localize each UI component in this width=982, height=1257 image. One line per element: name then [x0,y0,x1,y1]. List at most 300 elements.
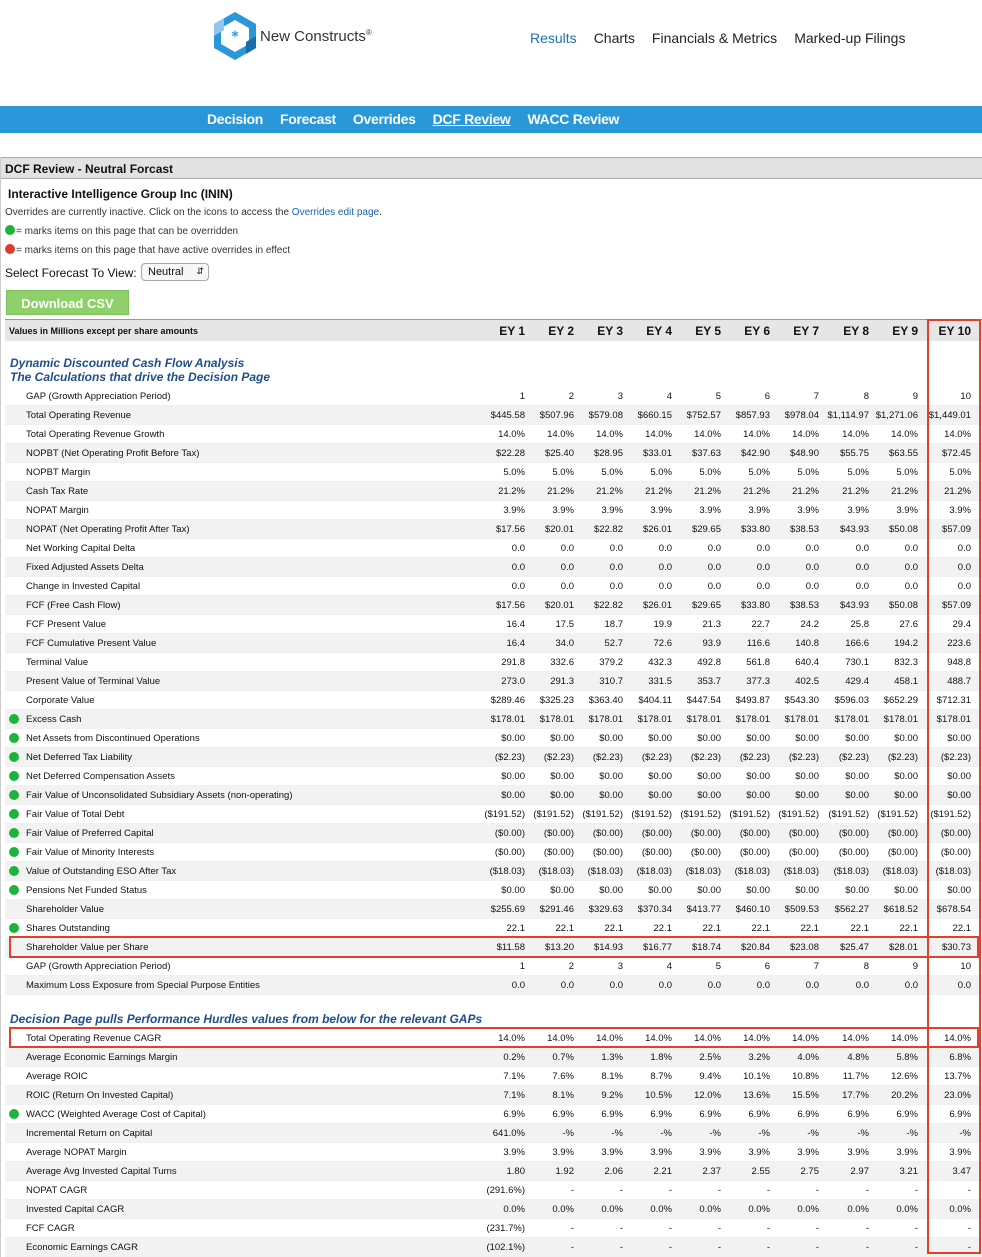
table-cell: - [570,1242,574,1253]
table-row [5,862,982,881]
table-cell: $0.00 [550,771,574,782]
table-cell: 14.0% [694,1033,721,1044]
table-cell: 25.8 [850,619,869,630]
active-override-icon [5,244,15,254]
table-cell: ($0.00) [592,828,623,839]
table-row [5,1048,982,1067]
table-cell: 1.92 [555,1166,574,1177]
table-cell: $33.80 [740,524,770,535]
table-cell: ($18.03) [734,866,770,877]
table-cell: $678.54 [936,904,971,915]
table-cell: 22.1 [555,923,574,934]
forecast-select[interactable]: Neutral ⇵ [141,263,209,281]
tab-forecast[interactable]: Forecast [279,111,336,127]
table-cell: $0.00 [894,790,918,801]
table-cell: 3.9% [650,1147,672,1158]
table-cell: 3.9% [699,505,721,516]
table-cell: - [967,1223,971,1234]
table-cell: $329.63 [588,904,623,915]
table-cell: 5.0% [552,467,574,478]
table-row [5,919,982,938]
row-label: Average NOPAT Margin [26,1147,127,1158]
table-cell: 3.9% [503,1147,525,1158]
nav-charts[interactable]: Charts [593,30,635,46]
override-available-icon[interactable] [9,714,19,724]
new-constructs-logo-icon[interactable] [210,10,260,62]
table-cell: 8 [863,391,869,402]
table-cell: 640.4 [795,657,819,668]
tab-overrides[interactable]: Overrides [352,111,416,127]
table-cell: ($191.52) [680,809,721,820]
table-cell: $978.04 [784,410,819,421]
table-cell: $0.00 [599,790,623,801]
table-cell: ($0.00) [739,847,770,858]
table-cell: $28.01 [888,942,918,953]
table-cell: 0.0 [855,581,869,592]
table-cell: 458.1 [894,676,918,687]
override-available-icon[interactable] [9,885,19,895]
table-cell: 488.7 [947,676,971,687]
table-cell: ($191.52) [484,809,525,820]
table-cell: 0.0 [609,980,623,991]
row-label: Net Working Capital Delta [26,543,136,554]
table-cell: 3.9% [552,505,574,516]
table-cell: $50.08 [888,524,918,535]
table-cell: 21.2% [498,486,525,497]
table-cell: 9.2% [601,1090,623,1101]
row-label: Excess Cash [26,714,82,725]
table-cell: 2.55 [751,1166,770,1177]
table-cell: 0.0 [855,543,869,554]
table-cell: $660.15 [637,410,672,421]
table-cell: $0.00 [845,790,869,801]
table-cell: 21.2% [694,486,721,497]
table-cell: $0.00 [746,771,770,782]
table-cell: $178.01 [490,714,525,725]
override-available-icon[interactable] [9,752,19,762]
table-cell: $0.00 [697,885,721,896]
table-cell: 14.0% [944,1033,971,1044]
table-cell: 7.1% [503,1071,525,1082]
table-cell: $507.96 [539,410,574,421]
table-cell: 0.0% [503,1204,525,1215]
year-header: EY 10 [938,324,971,338]
table-cell: $63.55 [888,448,918,459]
table-cell: 432.3 [648,657,672,668]
table-cell: $0.00 [746,790,770,801]
table-cell: $255.69 [490,904,525,915]
table-cell: $18.74 [691,942,721,953]
table-cell: $0.00 [550,790,574,801]
table-cell: (291.6%) [486,1185,525,1196]
row-label: Fair Value of Minority Interests [26,847,155,858]
table-cell: (231.7%) [486,1223,525,1234]
table-cell: ($2.23) [940,752,971,763]
table-cell: ($2.23) [641,752,672,763]
override-available-icon[interactable] [9,866,19,876]
table-cell: 12.6% [891,1071,918,1082]
row-label: GAP (Growth Appreciation Period) [26,961,171,972]
table-cell: -% [959,1128,971,1139]
units-label: Values in Millions except per share amounts [9,326,199,336]
table-cell: $0.00 [795,733,819,744]
table-cell: 22.1 [604,923,623,934]
table-cell: 9.4% [699,1071,721,1082]
table-cell: $0.00 [947,885,971,896]
table-row [5,672,982,691]
table-cell: 5.0% [601,467,623,478]
row-label: ROIC (Return On Invested Capital) [26,1090,174,1101]
override-available-icon[interactable] [9,809,19,819]
table-cell: 1 [519,961,525,972]
table-row [5,1029,982,1048]
table-row [5,425,982,444]
table-cell: $16.77 [642,942,672,953]
table-cell: 5.0% [847,467,869,478]
row-label: Average Avg Invested Capital Turns [26,1166,177,1177]
row-label: FCF Present Value [26,619,107,630]
table-cell: $289.46 [490,695,525,706]
table-cell: 21.2% [792,486,819,497]
table-cell: 6.8% [949,1052,971,1063]
table-cell: $0.00 [746,885,770,896]
table-cell: 116.6 [746,638,770,649]
nav-results[interactable]: Results [530,30,577,46]
table-row [5,881,982,900]
table-cell: 11.7% [842,1071,869,1082]
table-cell: 0.0 [560,543,574,554]
override-available-icon[interactable] [9,771,19,781]
table-cell: 22.1 [506,923,525,934]
table-cell: -% [709,1128,721,1139]
table-cell: 6.9% [748,1109,770,1120]
table-cell: 20.2% [891,1090,918,1101]
table-cell: 3.2% [748,1052,770,1063]
table-cell: $543.30 [784,695,819,706]
table-cell: $37.63 [691,448,721,459]
table-cell: 10.1% [743,1071,770,1082]
table-cell: 7 [813,961,819,972]
table-cell: -% [611,1128,623,1139]
table-cell: ($0.00) [690,828,721,839]
table-cell: 14.0% [792,1033,819,1044]
table-cell: -% [807,1128,819,1139]
table-cell: $0.00 [599,771,623,782]
table-cell: 6.9% [650,1109,672,1120]
year-header: EY 5 [695,324,721,338]
table-cell: ($191.52) [631,809,672,820]
table-cell: 0.0% [699,1204,721,1215]
table-cell: $29.65 [691,524,721,535]
table-cell: $178.01 [637,714,672,725]
table-cell: 6.9% [552,1109,574,1120]
table-cell: - [668,1185,672,1196]
table-row [5,900,982,919]
table-cell: $11.58 [496,942,525,953]
table-cell: ($191.52) [930,809,971,820]
table-cell: 3.9% [601,1147,623,1158]
row-label: Net Deferred Compensation Assets [26,771,175,782]
table-cell: 14.0% [498,429,525,440]
table-cell: 12.0% [694,1090,721,1101]
table-cell: $712.31 [936,695,971,706]
table-cell: 22.1 [702,923,721,934]
table-cell: 0.0 [511,581,525,592]
table-cell: $445.58 [490,410,525,421]
table-cell: $178.01 [834,714,869,725]
table-cell: 3.9% [896,505,918,516]
tab-wacc-review[interactable]: WACC Review [527,111,620,127]
override-available-icon[interactable] [9,847,19,857]
override-available-icon[interactable] [9,923,19,933]
table-row [5,1200,982,1219]
table-cell: $0.00 [648,790,672,801]
table-cell: -% [660,1128,672,1139]
row-label: Average Economic Earnings Margin [26,1052,178,1063]
table-cell: $0.00 [648,733,672,744]
table-cell: ($0.00) [887,847,918,858]
table-cell: 0.0 [904,543,918,554]
table-row [5,444,982,463]
table-cell: $33.01 [642,448,672,459]
nav-financials-metrics[interactable]: Financials & Metrics [651,30,778,46]
table-cell: - [717,1242,721,1253]
table-cell: ($0.00) [543,847,574,858]
table-cell: $28.95 [593,448,623,459]
table-cell: ($18.03) [538,866,574,877]
table-cell: $42.90 [740,448,770,459]
tab-decision[interactable]: Decision [207,111,263,127]
table-row [5,824,982,843]
table-cell: 331.5 [648,676,672,687]
table-cell: 17.7% [842,1090,869,1101]
download-csv-button[interactable]: Download CSV [6,290,129,315]
table-row [5,1181,982,1200]
table-cell: 223.6 [947,638,971,649]
table-cell: $0.00 [550,733,574,744]
table-cell: 0.0% [748,1204,770,1215]
table-cell: 8.7% [650,1071,672,1082]
table-cell: $404.11 [638,695,672,706]
table-cell: $72.45 [941,448,971,459]
row-label: Total Operating Revenue [26,410,132,421]
table-cell: 21.2% [842,486,869,497]
table-cell: $25.40 [544,448,574,459]
table-cell: ($191.52) [533,809,574,820]
table-cell: 0.0 [957,543,971,554]
table-cell: 10 [960,961,971,972]
row-label: FCF CAGR [26,1223,75,1234]
table-cell: 5.0% [896,467,918,478]
table-cell: - [717,1185,721,1196]
row-label: Incremental Return on Capital [26,1128,153,1139]
table-cell: 17.5 [555,619,574,630]
nav-marked-up-filings[interactable]: Marked-up Filings [794,30,906,46]
row-label: Shareholder Value per Share [26,942,149,953]
table-cell: 2.5% [699,1052,721,1063]
section-performance-hurdles: Decision Page pulls Performance Hurdles values from below for the relevant GAPs [10,1012,483,1026]
table-cell: 0.0 [658,562,672,573]
table-row [5,1219,982,1238]
override-available-icon[interactable] [9,1109,19,1119]
table-cell: $652.29 [883,695,918,706]
top-header [0,0,982,104]
table-cell: $596.03 [834,695,869,706]
table-cell: ($18.03) [882,866,918,877]
table-cell: 13.7% [944,1071,971,1082]
table-row [5,1105,982,1124]
table-cell: 21.2% [645,486,672,497]
table-cell: 8 [863,961,869,972]
table-cell: 15.5% [792,1090,819,1101]
table-cell: 14.0% [743,1033,770,1044]
table-cell: 0.0 [855,562,869,573]
table-cell: $325.23 [539,695,574,706]
year-header: EY 2 [548,324,574,338]
table-cell: $26.01 [642,524,672,535]
table-cell: 0.7% [552,1052,574,1063]
table-cell: 194.2 [894,638,918,649]
table-row [5,710,982,729]
table-cell: 1.8% [650,1052,672,1063]
table-cell: 3.9% [650,505,672,516]
table-cell: 0.0 [560,562,574,573]
table-cell: 3.9% [797,1147,819,1158]
table-cell: $13.20 [544,942,574,953]
table-cell: 6.9% [601,1109,623,1120]
override-available-icon[interactable] [9,790,19,800]
table-row [5,786,982,805]
table-row [5,805,982,824]
table-cell: 0.0 [904,980,918,991]
table-cell: ($0.00) [788,828,819,839]
table-row [5,976,982,995]
table-cell: $20.84 [740,942,770,953]
table-cell: 4 [666,391,672,402]
table-cell: 0.0 [756,543,770,554]
table-cell: 10.8% [792,1071,819,1082]
table-cell: - [766,1223,770,1234]
table-cell: $29.65 [691,600,721,611]
table-cell: $857.93 [735,410,770,421]
table-cell: $0.00 [697,771,721,782]
table-cell: ($191.52) [778,809,819,820]
table-cell: 3.9% [949,1147,971,1158]
table-cell: $0.00 [746,733,770,744]
table-cell: 6 [764,961,770,972]
table-cell: $0.00 [947,733,971,744]
table-cell: - [717,1223,721,1234]
table-cell: $0.00 [795,885,819,896]
row-label: NOPBT Margin [26,467,91,478]
table-cell: 3.47 [952,1166,971,1177]
brand-name[interactable]: New Constructs® [260,28,372,45]
tab-dcf-review[interactable]: DCF Review [432,111,511,127]
table-cell: 14.0% [547,1033,574,1044]
row-label: Average ROIC [26,1071,88,1082]
year-header: EY 7 [793,324,819,338]
table-cell: 21.2% [547,486,574,497]
table-cell: 6.9% [699,1109,721,1120]
table-cell: $30.73 [941,942,971,953]
table-cell: $0.00 [501,733,525,744]
table-cell: $50.08 [888,600,918,611]
table-cell: ($18.03) [636,866,672,877]
row-label: Invested Capital CAGR [26,1204,125,1215]
table-row [5,1086,982,1105]
table-cell: 0.0% [949,1204,971,1215]
table-cell: - [967,1185,971,1196]
table-cell: 14.0% [645,1033,672,1044]
table-cell: - [619,1223,623,1234]
table-cell: 10 [960,391,971,402]
table-cell: 3.9% [847,1147,869,1158]
table-cell: $38.53 [789,524,819,535]
table-cell: 0.0 [511,980,525,991]
table-cell: $0.00 [894,885,918,896]
table-cell: - [668,1242,672,1253]
table-cell: 0.0 [805,581,819,592]
table-cell: 0.0 [805,562,819,573]
override-available-icon[interactable] [9,733,19,743]
table-cell: $43.93 [839,600,869,611]
table-cell: 3.9% [797,505,819,516]
table-cell: ($0.00) [788,847,819,858]
table-cell: - [865,1185,869,1196]
table-cell: 7 [813,391,819,402]
table-cell: $370.34 [637,904,672,915]
table-row [5,1238,982,1257]
table-cell: -% [562,1128,574,1139]
table-cell: 18.7 [604,619,623,630]
year-header: EY 6 [744,324,770,338]
forecast-select-label: Select Forecast To View: [5,266,137,280]
overrides-edit-link[interactable]: Overrides edit page [291,207,380,218]
section-dcf-analysis: Dynamic Discounted Cash Flow Analysis The Calculations that drive the Decision Page [10,356,271,384]
table-cell: $562.27 [834,904,869,915]
table-cell: $20.01 [544,600,574,611]
table-cell: 377.3 [746,676,770,687]
table-cell: 21.3 [702,619,721,630]
table-cell: -% [906,1128,918,1139]
table-cell: ($2.23) [690,752,721,763]
table-cell: - [914,1242,918,1253]
table-cell: 5.0% [650,467,672,478]
table-cell: $0.00 [697,790,721,801]
table-cell: 29.4 [952,619,971,630]
table-cell: 832.3 [894,657,918,668]
svg-text:*: * [231,29,239,45]
table-cell: $25.47 [839,942,869,953]
table-cell: - [815,1185,819,1196]
table-row [5,748,982,767]
table-cell: 22.1 [800,923,819,934]
table-header [5,319,982,341]
table-cell: 6 [764,391,770,402]
table-cell: ($2.23) [887,752,918,763]
table-cell: ($191.52) [582,809,623,820]
table-cell: 93.9 [702,638,721,649]
table-cell: 0.0% [650,1204,672,1215]
table-row [5,558,982,577]
table-row [5,843,982,862]
table-cell: 22.1 [899,923,918,934]
override-available-icon[interactable] [9,828,19,838]
table-cell: 8.1% [601,1071,623,1082]
table-cell: 14.0% [944,429,971,440]
table-row [5,634,982,653]
table-cell: 3.9% [503,505,525,516]
